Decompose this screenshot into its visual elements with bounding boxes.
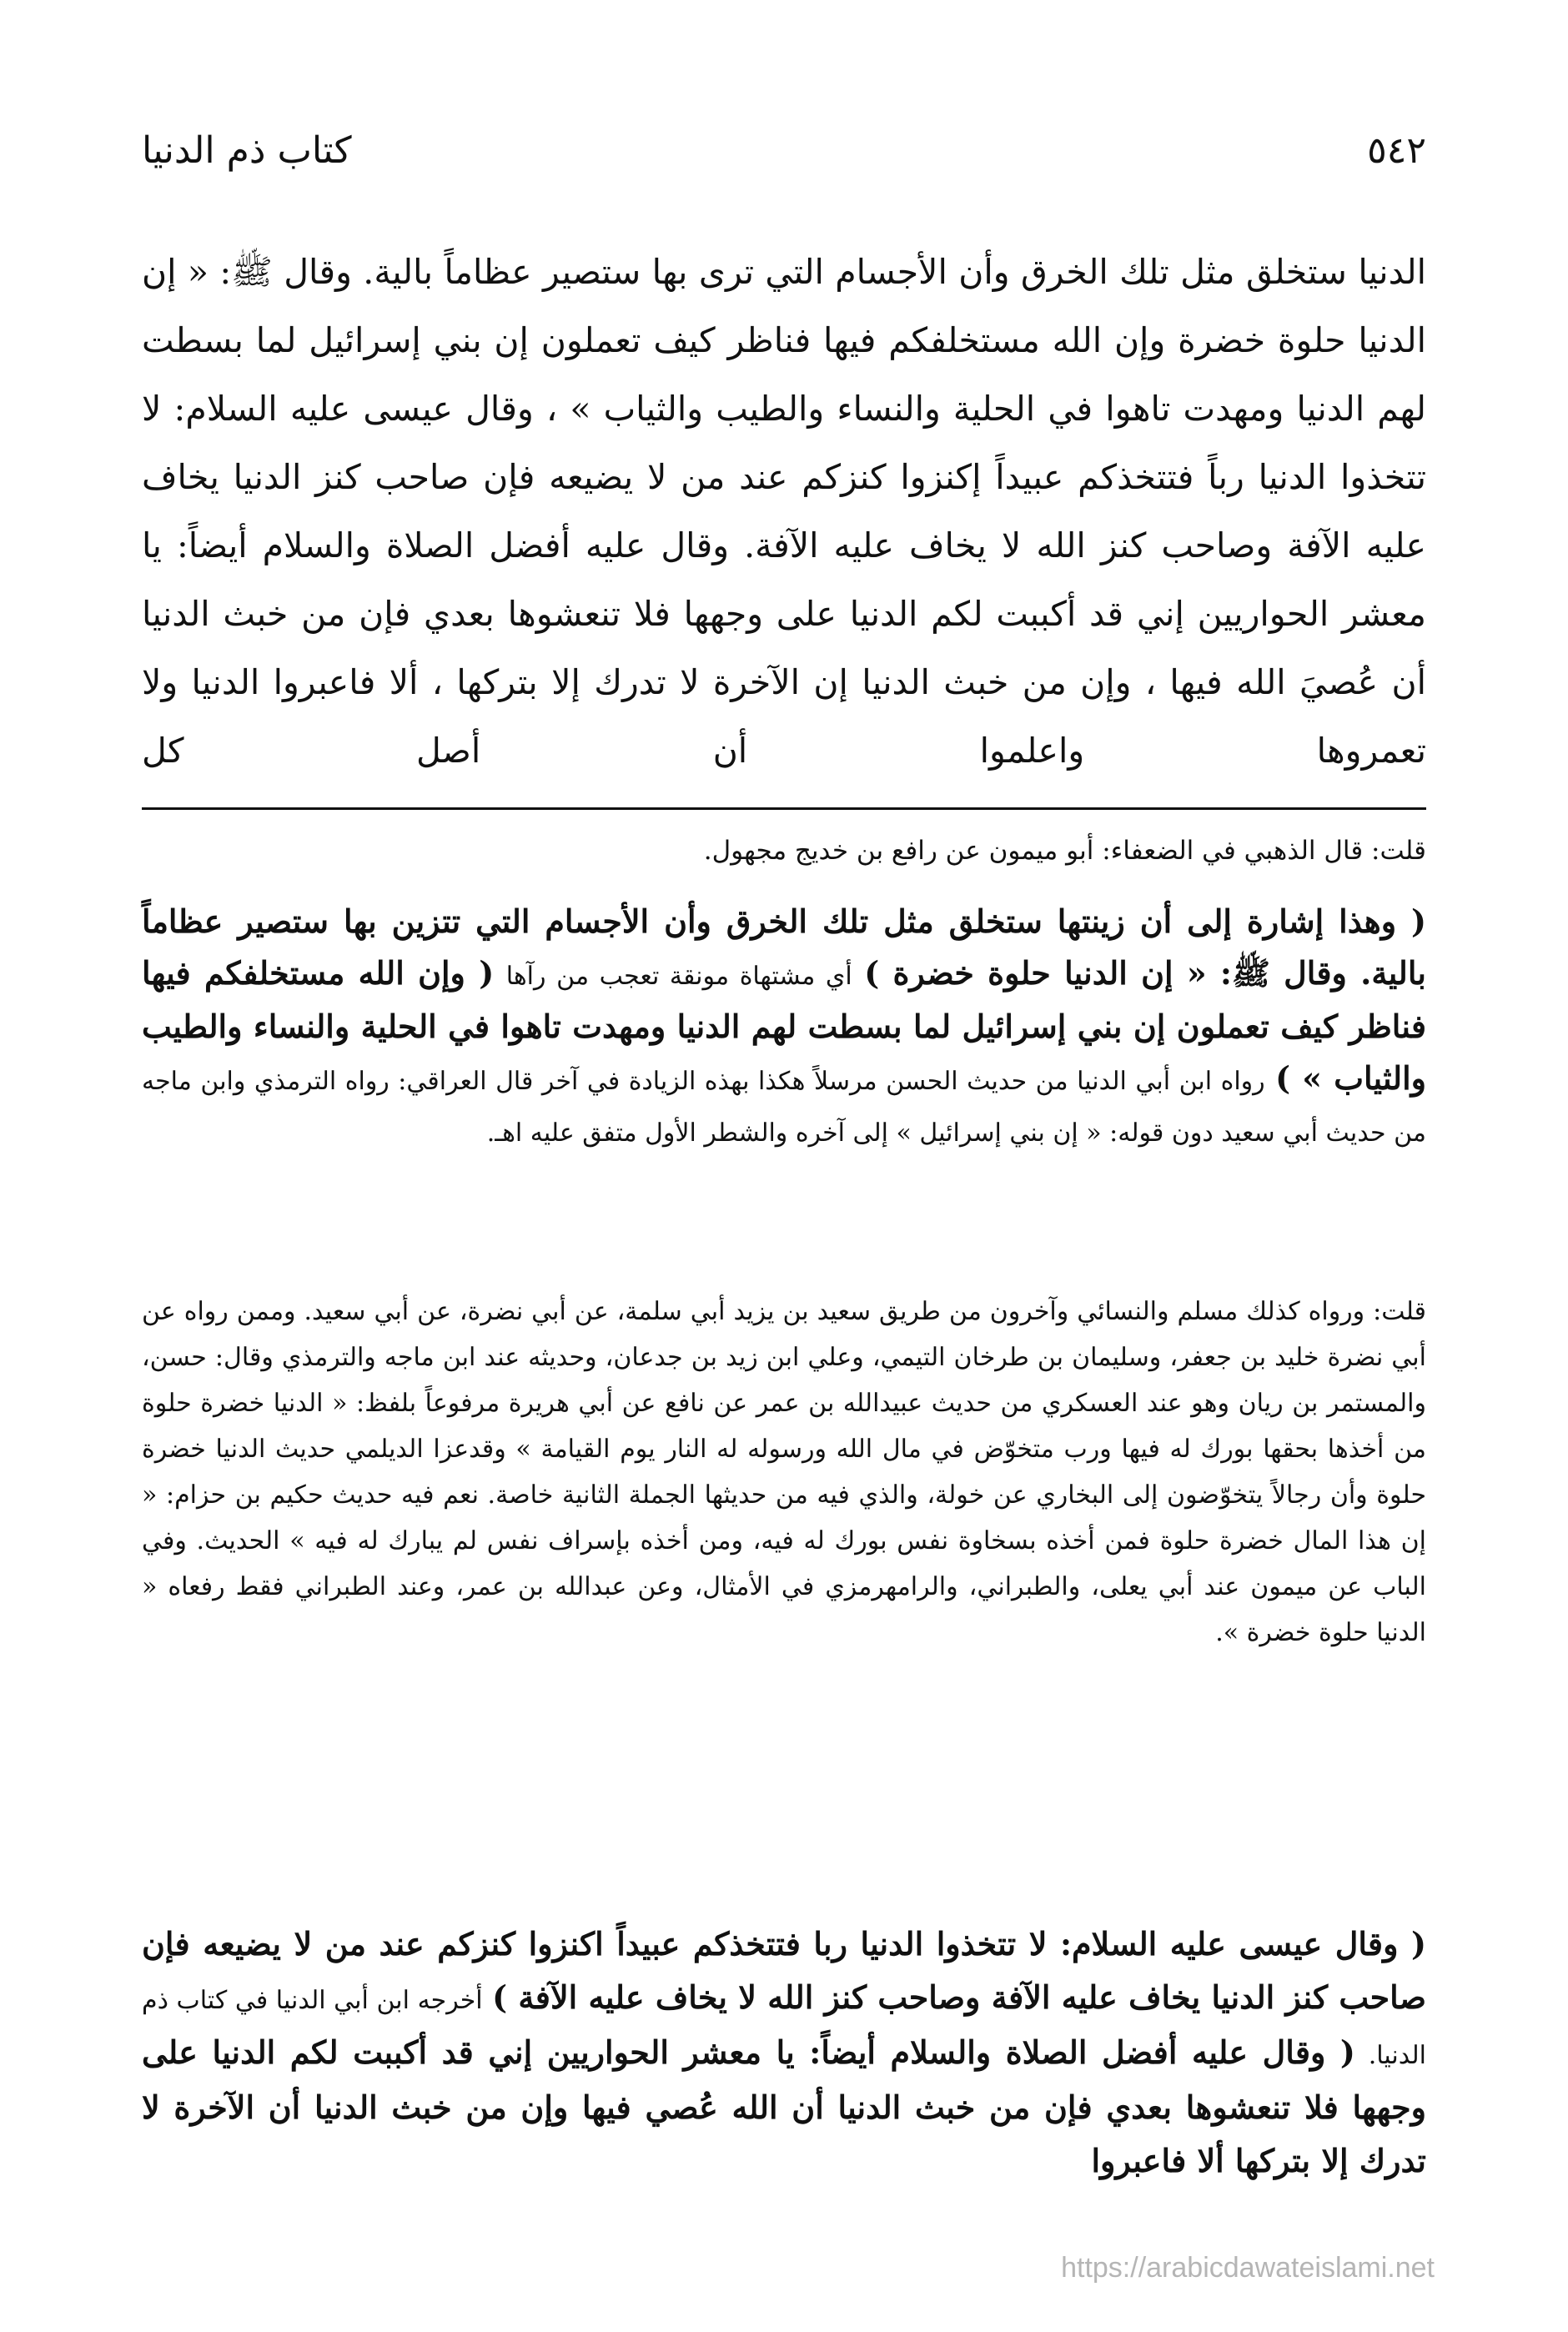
matn-quote: ( وهذا إشارة إلى أن زينتها ستخلق مثل تلك الخرق وأن الأجسام التي تتزين بها ستصير عظاماً بالية. وقال ﷺ: « إن الدنيا حلوة خضرة )	[142, 902, 1426, 992]
sharh-text: رواه ابن أبي الدنيا من حديث الحسن مرسلاً هكذا بهذه الزيادة في آخر قال العراقي: رواه الترمذي وابن ماجه من حديث أبي سعيد دون قوله: « إن بني إسرائيل » إلى آخره والشطر الأول متفق عليه اهـ.	[142, 1067, 1426, 1148]
main-paragraph: الدنيا ستخلق مثل تلك الخرق وأن الأجسام التي ترى بها ستصير عظاماً بالية. وقال ﷺ: « إن الدنيا حلوة خضرة وإن الله مستخلفكم فيها فناظر كيف تعملون إن بني إسرائيل لما بسطت لهم الدنيا ومهدت تاهوا في الحلية والنساء والطيب والثياب » ، وقال عيسى عليه السلام: لا تتخذوا الدنيا رباً فتتخذكم عبيداً إكنزوا كنزكم عند من لا يضيعه فإن صاحب كنز الدنيا يخاف عليه الآفة وصاحب كنز الله لا يخاف عليه الآفة. وقال عليه أفضل الصلاة والسلام أيضاً: يا معشر الحواريين إني قد أكببت لكم الدنيا على وجهها فلا تنعشوها بعدي فإن من خبث الدنيا أن عُصيَ الله فيها ، وإن من خبث الدنيا إن الآخرة لا تدرك إلا بتركها ، ألا فاعبروا الدنيا ولا تعمروها واعلموا أن أصل كل	[142, 252, 1426, 771]
footnote-text: قلت: قال الذهبي في الضعفاء: أبو ميمون عن رافع بن خديج مجهول.	[703, 836, 1426, 866]
matn-quote: ( وقال عليه أفضل الصلاة والسلام أيضاً: يا معشر الحواريين إني قد أكببت لكم الدنيا على وجهها فلا تنعشوها بعدي فإن من خبث الدنيا أن الله عُصي فيها وإن من خبث الدنيا أن الآخرة لا تدرك إلا بتركها ألا فاعبروا	[142, 2033, 1426, 2179]
separator-line	[142, 807, 1426, 810]
footnote	[142, 826, 1426, 876]
commentary-block-1	[142, 897, 1426, 1158]
commentary-block-2	[142, 1289, 1426, 1656]
main-text-block	[142, 238, 1426, 785]
sharh-paragraph: قلت: ورواه كذلك مسلم والنسائي وآخرون من طريق سعيد بن يزيد أبي سلمة، عن أبي نضرة، عن أبي سعيد. وممن رواه عن أبي نضرة خليد بن جعفر، وسليمان بن طرخان التيمي، وعلي ابن زيد بن جدعان، وحديثه عند ابن ماجه والترمذي وقال: حسن، والمستمر بن ريان وهو عند العسكري من حديث عبيدالله بن عمر عن نافع عن أبي هريرة مرفوعاً بلفظ: « الدنيا خضرة حلوة من أخذها بحقها بورك له فيها ورب متخوّض في مال الله ورسوله له النار يوم القيامة » وقدعزا الديلمي حديث الدنيا خضرة حلوة وأن رجالاً يتخوّضون إلى البخاري عن خولة، والذي فيه من حديثها الجملة الثانية خاصة. نعم فيه حديث حكيم بن حزام: « إن هذا المال خضرة حلوة فمن أخذه بسخاوة نفس بورك له فيه، ومن أخذه بإسراف نفس لم يبارك له فيه » الحديث. وفي الباب عن ميمون عند أبي يعلى، والطبراني، والرامهرمزي في الأمثال، وعن عبدالله بن عمر، وعند الطبراني فقط رفعاه « الدنيا حلوة خضرة ».	[142, 1297, 1426, 1647]
page-header	[142, 125, 1426, 175]
watermark-url: https://arabicdawateislami.net	[1061, 2252, 1435, 2284]
matn-quote: ( وإن الله مستخلفكم فيها فناظر كيف تعملون إن بني إسرائيل لما بسطت لهم الدنيا ومهدت تاهوا في الحلية والنساء والطيب والثياب » )	[142, 954, 1426, 1097]
running-title: كتاب ذم الدنيا	[142, 128, 352, 172]
sharh-text: أخرجه ابن أبي الدنيا في كتاب ذم الدنيا.	[142, 1986, 1426, 2070]
matn-quote: ( وقال عيسى عليه السلام: لا تتخذوا الدنيا ربا فتتخذكم عبيداً اكنزوا كنزكم عند من لا يضيعه فإن صاحب كنز الدنيا يخاف عليه الآفة وصاحب كنز الله لا يخاف عليه الآفة )	[142, 1925, 1426, 2016]
commentary-block-3	[142, 1918, 1426, 2189]
sharh-text: أي مشتهاة مونقة تعجب من رآها	[505, 962, 852, 991]
page-number: ٥٤٢	[1367, 128, 1426, 172]
